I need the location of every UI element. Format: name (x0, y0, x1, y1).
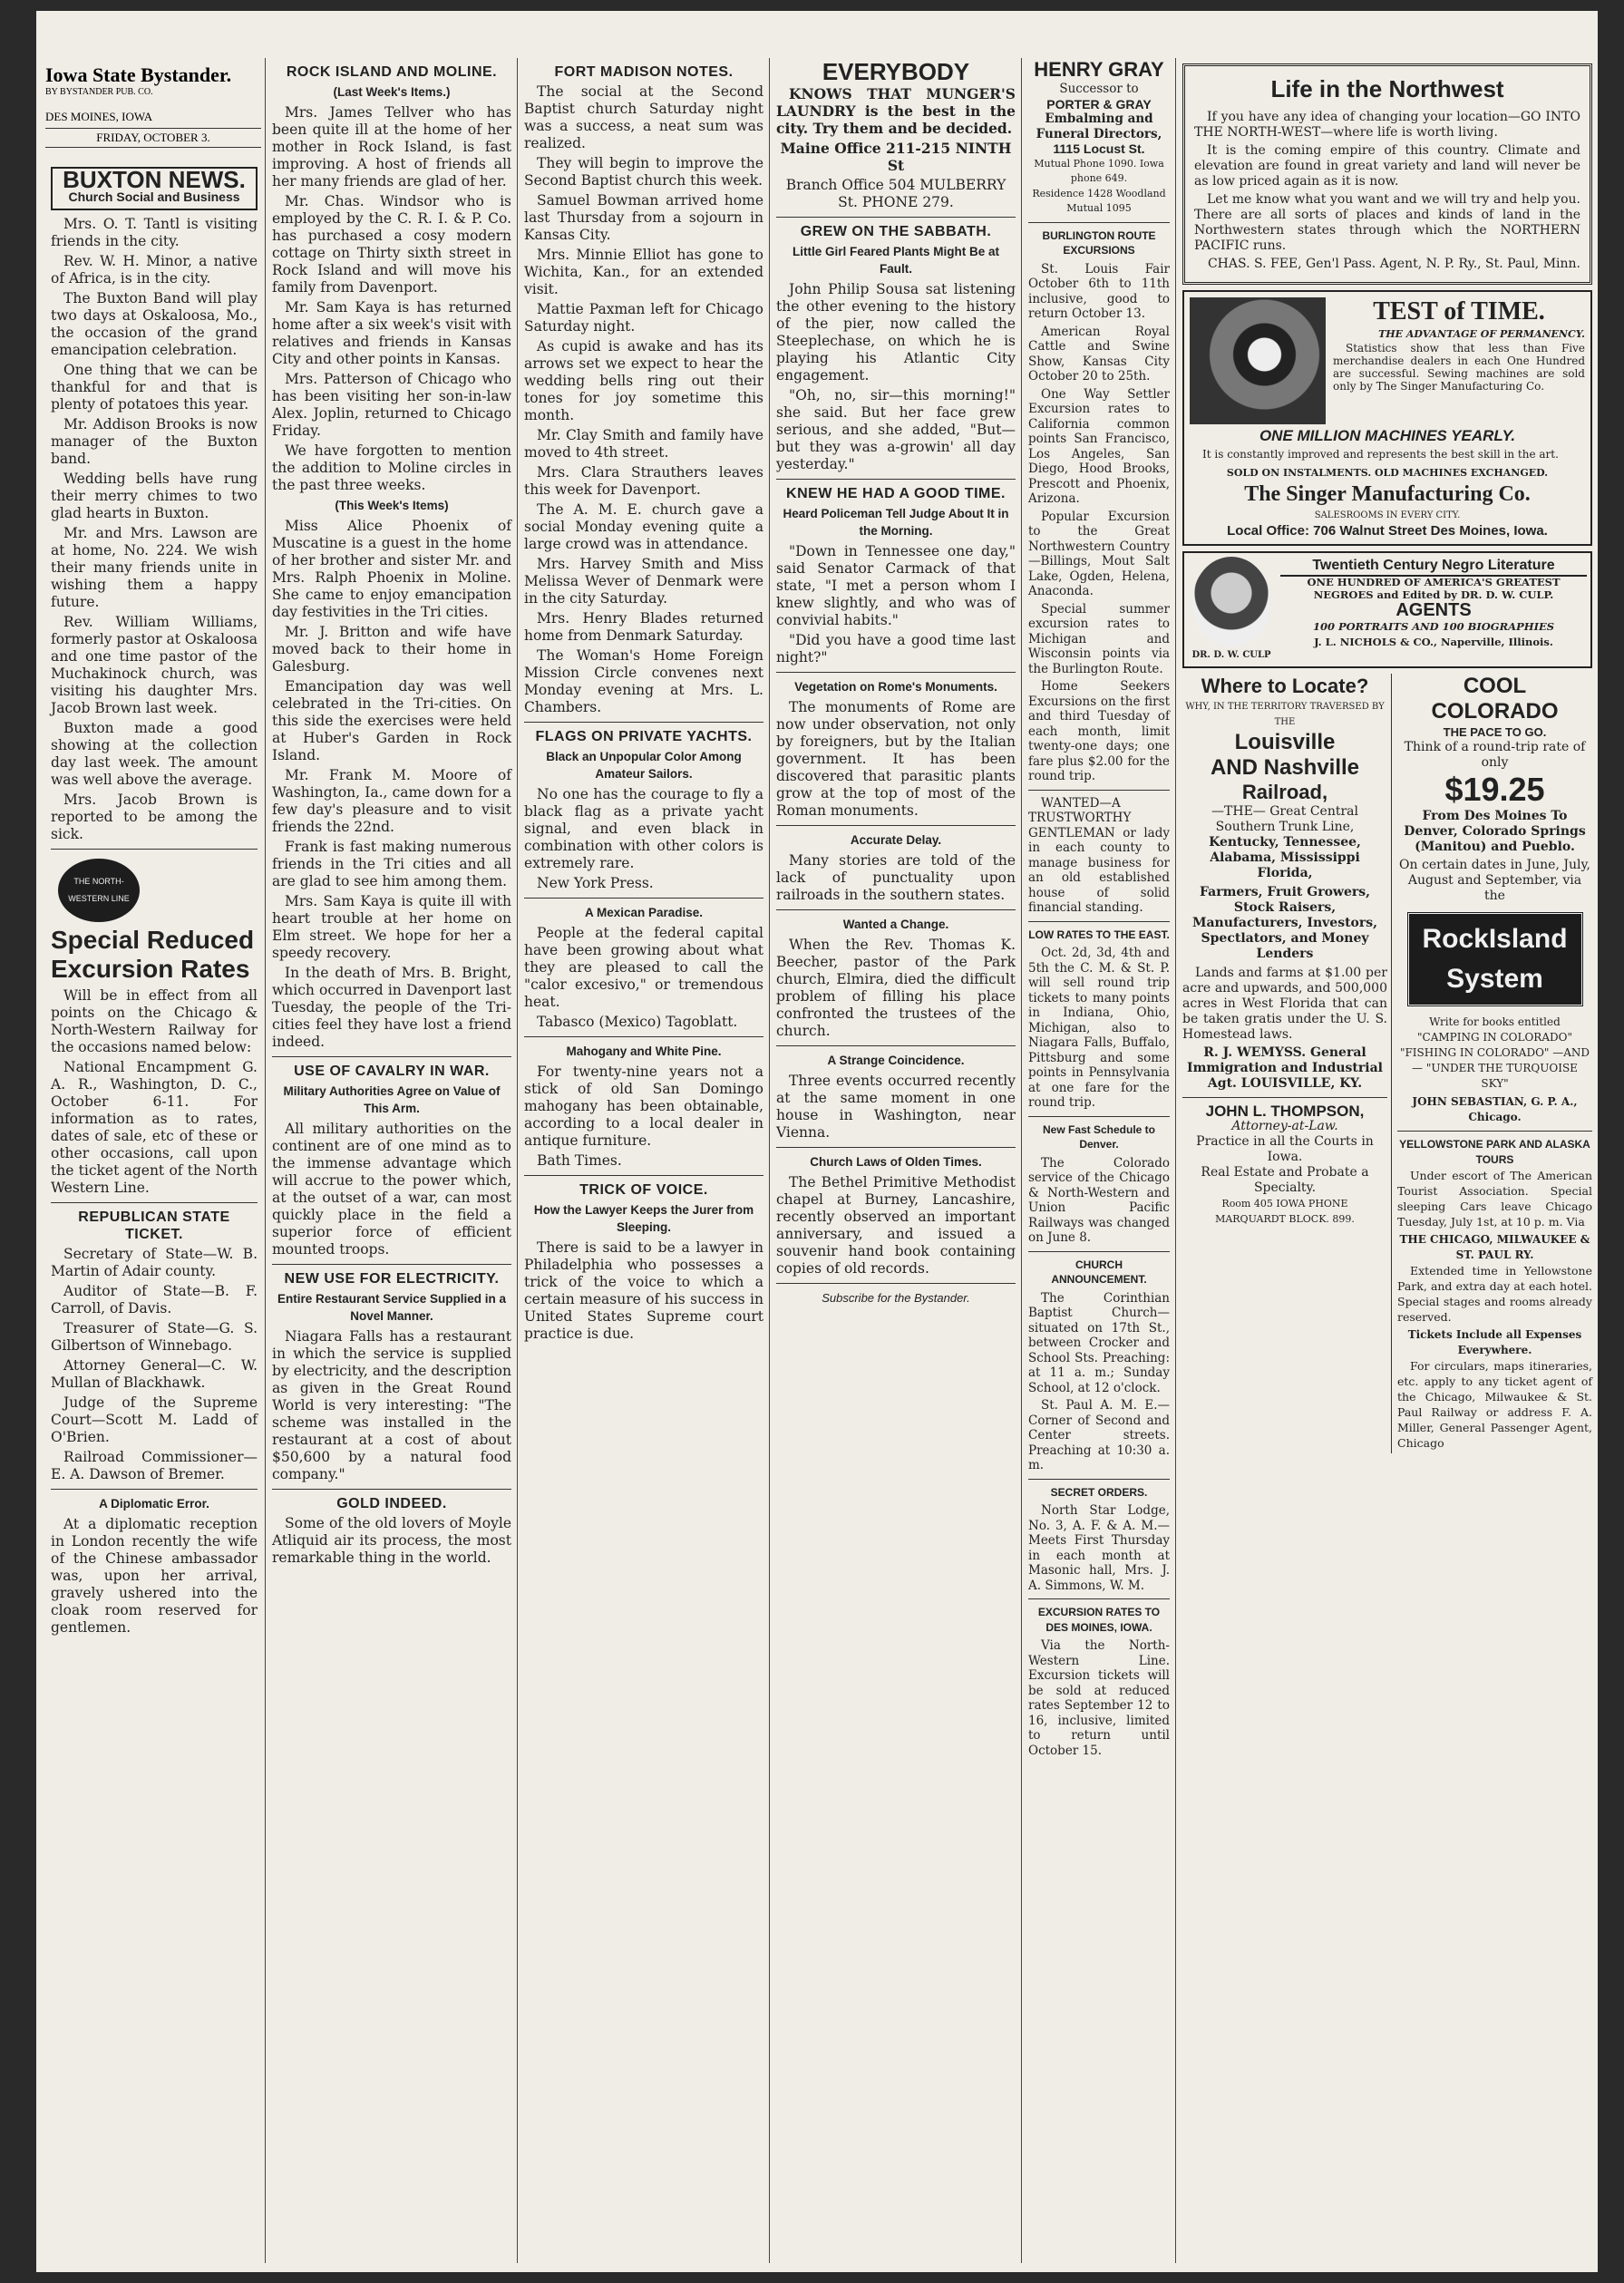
article-paragraph: Mr. Sam Kaya is has returned home after a six week's visit with relatives and friends in Kansas City and other points in Kansas. (272, 299, 511, 367)
article-paragraph: Attorney General—C. W. Mullan of Blackhawk. (51, 1357, 258, 1391)
denver-schedule-title: New Fast Schedule to Denver. (1042, 1122, 1156, 1151)
article-paragraph: Mrs. Harvey Smith and Miss Melissa Wever of Denmark were in the city Saturday. (524, 556, 763, 607)
singer-ad (1182, 290, 1592, 546)
article-paragraph: Mr. Frank M. Moore of Washington, Ia., came down for a few day's pleasure and to visit friends the 22nd. (272, 767, 511, 835)
fort-madison-title: FORT MADISON NOTES. (554, 64, 734, 80)
wanted-change-title: Wanted a Change. (842, 918, 949, 931)
church-laws-title: Church Laws of Olden Times. (810, 1155, 982, 1169)
ad-text: Maine Office 211-215 NINTH St (780, 140, 1012, 174)
article-paragraph: Three events occurred recently at the same moment in one house in Washington, near Vienna. (776, 1073, 1016, 1141)
article-paragraph: No one has the courage to fly a black flag as a private yacht signal, and even black in combination with other colors is extremely rare. (524, 786, 763, 871)
nashville-name: AND Nashville (1210, 755, 1360, 780)
rock-island-title: ROCK ISLAND AND MOLINE. (286, 64, 498, 80)
article-paragraph: The social at the Second Baptist church Saturday night was a success, a neat sum was realized. (524, 83, 763, 151)
article-paragraph: "Oh, no, sir—this morning!" she said. But her face grew serious, and she added, "But—but they was a-growin' all day yesterday." (776, 387, 1016, 472)
article-paragraph: The Bethel Primitive Methodist chapel at Burney, Lancashire, recently observed an important anniversary, and issued a souvenir hand book containing copies of old records. (776, 1174, 1016, 1277)
ad-text: 1115 Locust St. (1053, 141, 1145, 156)
buxton-news-title: BUXTON NEWS. (63, 166, 246, 193)
ad-text: For circulars, maps itineraries, etc. apply to any ticket agent of the Chicago, Milwaukee & St. Paul Railway or address F. A. Miller, General Passenger Agent, Chicago (1397, 1359, 1592, 1450)
excursion-des-moines-title: EXCURSION RATES TO DES MOINES, IOWA. (1037, 1606, 1161, 1634)
masthead-publisher: BY BYSTANDER PUB. CO. (45, 87, 153, 97)
column-3 (519, 58, 769, 2263)
article-paragraph: There is said to be a lawyer in Philadelphia who possesses a trick of the voice to which a certain measure of his success in United States Supreme court practice is due. (524, 1239, 763, 1342)
trick-of-voice-subtitle: How the Lawyer Keeps the Jurer from Sleeping. (533, 1203, 754, 1234)
trick-of-voice-title: TRICK OF VOICE. (579, 1182, 708, 1198)
rock-island-logo (1406, 911, 1584, 1007)
singer-company-name: The Singer Manufacturing Co. (1244, 482, 1531, 506)
article-paragraph: The Corinthian Baptist Church—situated on 17th St., between Crocker and School Sts. Preaching: at 11 a. m.; Sunday School, at 12 o'clock. (1028, 1290, 1170, 1395)
column-6 (1177, 58, 1598, 2263)
singer-local-office: Local Office: 706 Walnut Street Des Moines, Iowa. (1227, 523, 1548, 539)
colorado-price: $19.25 (1444, 771, 1545, 808)
article-paragraph: Mrs. Sam Kaya is quite ill with heart trouble at her home on Elm street. We hope for her a speedy recovery. (272, 893, 511, 961)
article-paragraph: The A. M. E. church gave a social Monday evening quite a large crowd was in attendance. (524, 501, 763, 552)
article-paragraph: Treasurer of State—G. S. Gilbertson of Winnebago. (51, 1320, 258, 1354)
article-paragraph: The Buxton Band will play two days at Oskaloosa, Mo., the occasion of the grand emancipation celebration. (51, 290, 258, 358)
article-paragraph: St. Louis Fair October 6th to 11th inclusive, good to return October 13. (1028, 261, 1170, 321)
ad-text: It is the coming empire of this country. Climate and elevation are found in great variety and land will never be as low priced again as it is now. (1194, 143, 1580, 189)
masthead-city: DES MOINES, IOWA (45, 110, 153, 123)
laundry-ad (776, 58, 1016, 211)
ad-text: R. J. WEMYSS. General Immigration and Industrial Agt. LOUISVILLE, KY. (1187, 1045, 1383, 1091)
secret-orders-title: SECRET ORDERS. (1050, 1485, 1148, 1499)
ad-text: J. L. NICHOLS & CO., Naperville, Illinois. (1314, 636, 1553, 648)
article-paragraph: Auditor of State—B. F. Carroll, of Davis. (51, 1283, 258, 1316)
article-paragraph: Secretary of State—W. B. Martin of Adair county. (51, 1246, 258, 1279)
column-rule (1021, 58, 1022, 2263)
grew-sabbath-subtitle: Little Girl Feared Plants Might Be at Fault. (792, 245, 1000, 276)
ad-text: ONE HUNDRED OF AMERICA'S GREATEST NEGROES and Edited by DR. D. W. CULP. (1307, 576, 1561, 601)
ad-text: —THE— Great Central Southern Trunk Line, (1211, 804, 1358, 834)
negro-literature-ad (1182, 551, 1592, 668)
article-paragraph: "Did you have a good time last night?" (776, 632, 1016, 665)
article-paragraph: American Royal Cattle and Swine Show, Kansas City October 20 to 25th. (1028, 324, 1170, 384)
northwest-ad-title: Life in the Northwest (1270, 75, 1504, 102)
low-rates-title: LOW RATES TO THE EAST. (1028, 928, 1170, 941)
ad-text: MARQUARDT BLOCK. 899. (1215, 1213, 1355, 1225)
ad-text: Successor to (1059, 82, 1139, 96)
article-paragraph: Buxton made a good showing at the collection day last week. The amount was well above the average. (51, 720, 258, 788)
ad-text: Branch Office 504 MULBERRY St. PHONE 279. (785, 177, 1006, 210)
strange-coincidence-title: A Strange Coincidence. (827, 1054, 965, 1067)
ad-text: Real Estate and Probate a Specialty. (1201, 1165, 1369, 1195)
article-paragraph: Railroad Commissioner—E. A. Dawson of Bremer. (51, 1449, 258, 1482)
article-paragraph: Mr. J. Britton and wife have moved back to their home in Galesburg. (272, 624, 511, 675)
article-paragraph: Mrs. Jacob Brown is reported to be among the sick. (51, 792, 258, 842)
laundry-ad-title: EVERYBODY (822, 58, 970, 85)
newspaper-page (36, 11, 1598, 2272)
flags-subtitle: Black an Unpopular Color Among Amateur Sailors. (546, 750, 742, 781)
article-paragraph: Via the North-Western Line. Excursion tickets will be sold at reduced rates September 12 to 16, inclusive, limited to return until October 15. (1028, 1638, 1170, 1758)
ad-text: Embalming and Funeral Directors, (1036, 112, 1162, 141)
article-paragraph: St. Paul A. M. E.—Corner of Second and Center streets. Preaching at 10:30 a. m. (1028, 1398, 1170, 1472)
ad-text: From Des Moines To Denver, Colorado Springs (Manitou) and Pueblo. (1404, 809, 1586, 854)
article-paragraph: Mrs. Clara Strauthers leaves this week for Davenport. (524, 464, 763, 498)
article-paragraph: As cupid is awake and has its arrows set we expect to hear the wedding bells ring out their tones for joy sometime this month. (524, 338, 763, 423)
article-paragraph: Mrs. Henry Blades returned home from Denmark Saturday. (524, 610, 763, 644)
north-western-logo (58, 859, 140, 922)
column-2 (267, 58, 517, 2263)
test-of-time-title: TEST of TIME. (1373, 297, 1545, 325)
louisville-name: Louisville (1234, 730, 1336, 754)
article-paragraph: Mr. and Mrs. Lawson are at home, No. 224. We wish their many friends unite in wishing them a happy future. (51, 525, 258, 610)
church-announcement-title: CHURCH ANNOUNCEMENT. (1051, 1258, 1147, 1286)
ad-text: SALESROOMS IN EVERY CITY. (1314, 510, 1461, 520)
ad-text: Residence 1428 Woodland Mutual 1095 (1032, 187, 1166, 214)
article-paragraph: For twenty-nine years not a stick of old San Domingo mahogany has been obtainable, according to a local dealer in antique furniture. (524, 1064, 763, 1149)
ad-text: Statistics show that less than Five merchandise dealers in each One Hundred are successful. Sewing machines are sold only by The Singer Manufacturing Co. (1333, 342, 1585, 393)
republican-ticket-title: REPUBLICAN STATE TICKET. (78, 1210, 230, 1242)
article-paragraph: Mr. Clay Smith and family have moved to 4th street. (524, 427, 763, 461)
article-paragraph: Popular Excursion to the Great Northwestern Country—Billings, Mout Salt Lake, Ogden, Helena, Anaconda. (1028, 509, 1170, 598)
gold-title: GOLD INDEED. (336, 1496, 447, 1511)
article-paragraph: WANTED—A TRUSTWORTHY GENTLEMAN or lady in each county to manage business for an old established house of solid financial standing. (1028, 795, 1170, 915)
article-paragraph: Mrs. Minnie Elliot has gone to Wichita, Kan., for an extended visit. (524, 247, 763, 297)
article-paragraph: In the death of Mrs. B. Bright, which occurred in Davenport last Tuesday, the people of the Tri-cities feel they have lost a friend indeed. (272, 965, 511, 1050)
ad-text: Under escort of The American Tourist Association. Special sleeping Cars leave Chicago Tuesday, July 1st, at 10 p. m. Via (1397, 1169, 1592, 1229)
article-paragraph: One Way Settler Excursion rates to California common points San Francisco, Los Angeles, San Diego, Hood Brooks, Prescott and Phoenix, Arizona. (1028, 386, 1170, 506)
article-paragraph: Tabasco (Mexico) Tagoblatt. (537, 1014, 738, 1030)
buxton-news-subtitle: Church Social and Business (68, 189, 240, 204)
ad-text: Lands and farms at $1.00 per acre and upwards, and 500,000 acres in West Florida that can be taken gratis under the U. S. Homestead laws. (1182, 966, 1387, 1042)
article-paragraph: At a diplomatic reception in London recently the wife of the Chinese ambassador was, upon her arrival, gravely ushered into the cloak room reserved for gentlemen. (51, 1516, 258, 1636)
rock-island-subtitle-2: (This Week's Items) (335, 499, 449, 512)
article-paragraph: Bath Times. (537, 1152, 622, 1169)
ad-text: If you have any idea of changing your location—GO INTO THE NORTH-WEST—where life is worth living. (1194, 110, 1580, 140)
article-paragraph: Oct. 2d, 3d, 4th and 5th the C. M. & St. P. will sell round trip tickets to many points in Indiana, Ohio, Michigan, also to Niagara Falls, Buffalo, Pittsburg and some points in Pennsylvania at one fare for the round trip. (1028, 946, 1170, 1110)
column-rule (1175, 58, 1176, 2263)
ad-text: Tickets Include all Expenses Everywhere. (1407, 1328, 1582, 1356)
ad-text: Write for books entitled "CAMPING IN COLORADO" "FISHING IN COLORADO" —AND— "UNDER THE TURQUOISE SKY" (1399, 1015, 1590, 1090)
article-paragraph: New York Press. (537, 875, 654, 891)
article-paragraph: The Woman's Home Foreign Mission Circle convenes next Monday evening at Mrs. L. Chambers. (524, 647, 763, 715)
cool-colorado-title: COOL COLORADO (1431, 674, 1559, 724)
article-paragraph: We have forgotten to mention the addition to Moline circles in the past three weeks. (272, 442, 511, 493)
accurate-delay-title: Accurate Delay. (850, 833, 942, 847)
article-paragraph: Rev. W. H. Minor, a native of Africa, is in the city. (51, 253, 258, 287)
ad-text: On certain dates in June, July, August and September, via the (1399, 858, 1590, 903)
diplomatic-error-title: A Diplomatic Error. (99, 1497, 209, 1511)
electricity-title: NEW USE FOR ELECTRICITY. (284, 1271, 500, 1287)
article-paragraph: One thing that we can be thankful for and that is plenty of potatoes this year. (51, 362, 258, 413)
ad-text: It is constantly improved and represents the best skill in the art. (1202, 448, 1559, 461)
excursion-rates-title: Special Reduced Excursion Rates (51, 926, 255, 983)
masthead-date: FRIDAY, OCTOBER 3. (45, 128, 261, 148)
ad-text: Room 405 IOWA PHONE (1221, 1198, 1348, 1210)
ad-text: WHY, IN THE TERRITORY TRAVERSED BY THE (1185, 702, 1385, 727)
article-paragraph: Home Seekers Excursions on the first and third Tuesday of each month, limit twenty-one days; one fare plus $2.00 for the round trip. (1028, 679, 1170, 783)
ad-text: 100 PORTRAITS AND 100 BIOGRAPHIES (1312, 619, 1555, 633)
ad-text: Kentucky, Tennessee, Alabama, Mississippi Florida, (1209, 835, 1361, 880)
ad-text: SOLD ON INSTALMENTS. OLD MACHINES EXCHANGED. (1226, 467, 1549, 479)
column-1 (45, 165, 263, 2263)
test-of-time-subtitle: THE ADVANTAGE OF PERMANENCY. (1378, 328, 1585, 340)
ad-text: Attorney-at-Law. (1231, 1119, 1338, 1133)
article-paragraph: Mr. Addison Brooks is now manager of the Buxton band. (51, 416, 258, 467)
henry-gray-title: HENRY GRAY (1034, 58, 1164, 81)
ad-text: THE CHICAGO, MILWAUKEE & ST. PAUL RY. (1399, 1233, 1590, 1261)
ad-text: Mutual Phone 1090. Iowa phone 649. (1034, 157, 1164, 184)
cavalry-subtitle: Military Authorities Agree on Value of This Arm. (283, 1084, 501, 1115)
article-paragraph: Frank is fast making numerous friends in the Tri cities and all are glad to see him among them. (272, 839, 511, 889)
ad-text: Extended time in Yellowstone Park, and extra day at each hotel. Special stages and rooms already reserved. (1397, 1264, 1592, 1324)
flags-title: FLAGS ON PRIVATE YACHTS. (535, 729, 753, 744)
agents-label: AGENTS (1395, 600, 1472, 620)
cavalry-title: USE OF CAVALRY IN WAR. (294, 1064, 490, 1079)
column-4 (771, 58, 1021, 2263)
article-paragraph: Will be in effect from all points on the Chicago & North-Western Railway for the occasions named below: (51, 987, 258, 1055)
where-to-locate-title: Where to Locate? (1201, 675, 1369, 697)
article-paragraph: North Star Lodge, No. 3, A. F. & A. M.—Meets First Thursday in each month at Masonic hall, Mrs. J. A. Simmons, W. M. (1028, 1503, 1170, 1593)
article-paragraph: Rev. William Williams, formerly pastor at Oskaloosa and one time pastor of the Muchakinock church, was visiting his daughter Mrs. Jacob Brown last week. (51, 614, 258, 716)
million-machines: ONE MILLION MACHINES YEARLY. (1259, 427, 1516, 444)
article-paragraph: Miss Alice Phoenix of Muscatine is a guest in the home of her brother and sister Mr. and Mrs. Ralph Phoenix in Moline. She came to enjoy emancipation day festivities in the Tri cities. (272, 518, 511, 620)
article-paragraph: Many stories are told of the lack of punctuality upon railroads in the southern states. (776, 852, 1016, 903)
northwest-ad (1182, 63, 1592, 285)
article-paragraph: Mrs. O. T. Tantl is visiting friends in the city. (51, 216, 258, 249)
article-paragraph: Mr. Chas. Windsor who is employed by the C. R. I. & P. Co. has purchased a cosy modern cottage on Thirty sixth street in Rock Island and will move his family from Davenport. (272, 193, 511, 296)
column-rule (517, 58, 518, 2263)
louisville-ad (1182, 674, 1392, 1453)
column-rule (265, 58, 266, 2263)
colorado-ad (1397, 674, 1592, 1453)
railroad-name: Railroad, (1241, 781, 1328, 803)
ad-text: Farmers, Fruit Growers, Stock Raisers, Manufacturers, Investors, Spectlators, and Money Lenders (1191, 885, 1378, 961)
grew-sabbath-title: GREW ON THE SABBATH. (800, 224, 992, 239)
mexican-paradise-title: A Mexican Paradise. (584, 906, 704, 919)
article-paragraph: When the Rev. Thomas K. Beecher, pastor of the Park church, Elmira, died the difficult problem of filling his place confronted the trustees of the church. (776, 937, 1016, 1039)
masthead (45, 63, 261, 148)
john-thompson-title: JOHN L. THOMPSON, (1205, 1103, 1365, 1120)
negro-literature-title: Twentieth Century Negro Literature (1280, 557, 1587, 577)
ad-text: JOHN SEBASTIAN, G. P. A., Chicago. (1412, 1095, 1578, 1123)
article-paragraph: Mrs. Patterson of Chicago who has been visiting her son-in-law Alex. Joplin, returned to Chicago Friday. (272, 371, 511, 439)
ad-text: Let me know what you want and we will try and help you. There are all sorts of places and kinds of land in the Northwestern states through which the NORTHERN PACIFIC runs. (1194, 192, 1580, 253)
article-paragraph: Niagara Falls has a restaurant in which the service is supplied by electricity, and the description as given in the Great Round World is very interesting: "The scheme was installed in the restaurant at a cost of about $50,600 by a natural food company." (272, 1328, 511, 1482)
rome-monuments-title: Vegetation on Rome's Monuments. (794, 680, 997, 694)
ad-text: CHAS. S. FEE, Gen'l Pass. Agent, N. P. Ry., St. Paul, Minn. (1207, 257, 1580, 271)
subscribe-footer: Subscribe for the Bystander. (822, 1291, 970, 1305)
article-paragraph: People at the federal capital have been growing about what they are pleased to call the "calor excesivo," or tremendous heat. (524, 925, 763, 1010)
article-paragraph: Mattie Paxman left for Chicago Saturday night. (524, 301, 763, 335)
masthead-title: Iowa State Bystander. (45, 63, 232, 86)
article-paragraph: All military authorities on the continent are of one mind as to the immense advantage which will accrue to the power which, at the outset of a war, can most quickly place in the field a superior force of efficient mounted troops. (272, 1121, 511, 1258)
article-paragraph: Special summer excursion rates to Michigan and Wisconsin points via the Burlington Route. (1028, 601, 1170, 676)
henry-gray-ad (1028, 58, 1170, 217)
cool-colorado-subtitle: THE PACE TO GO. (1443, 725, 1547, 739)
burlington-title: BURLINGTON ROUTE EXCURSIONS (1042, 228, 1156, 257)
north-western-logo-text: THE NORTH-WESTERN LINE (68, 877, 130, 903)
article-paragraph: Some of the old lovers of Moyle Atliquid air its process, the most remarkable thing in the world. (272, 1515, 511, 1566)
article-paragraph: National Encampment G. A. R., Washington, D. C., October 6-11. For information as to rates, dates of sale, etc of these or other occasions, call upon the ticket agent of the North Western Line. (51, 1059, 258, 1196)
rock-island-logo-text: RockIsland System (1422, 924, 1568, 994)
ad-text: Practice in all the Courts in Iowa. (1196, 1134, 1374, 1164)
column-5 (1023, 58, 1175, 2263)
article-paragraph: Samuel Bowman arrived home last Thursday from a sojourn in Kansas City. (524, 192, 763, 243)
singer-globe-illustration (1190, 297, 1326, 424)
ad-text: KNOWS THAT MUNGER'S LAUNDRY is the best in the city. Try them and be decided. (776, 85, 1016, 137)
article-paragraph: "Down in Tennessee one day," said Senator Carmack of that state, "I met a person whom I knew slightly, and who was of convivial habits." (776, 543, 1016, 628)
portrait-caption: DR. D. W. CULP (1191, 650, 1271, 660)
article-paragraph: Judge of the Supreme Court—Scott M. Ladd of O'Brien. (51, 1394, 258, 1445)
good-time-subtitle: Heard Policeman Tell Judge About It in the Morning. (783, 507, 1009, 538)
electricity-subtitle: Entire Restaurant Service Supplied in a Novel Manner. (277, 1292, 507, 1323)
good-time-title: KNEW HE HAD A GOOD TIME. (786, 486, 1006, 501)
article-paragraph: Mrs. James Tellver who has been quite ill at the home of her mother in Rock Island, is fast improving. A host of friends all her many friends are glad of her. (272, 104, 511, 189)
ad-text: PORTER & GRAY (1046, 96, 1152, 112)
mahogany-title: Mahogany and White Pine. (566, 1044, 722, 1058)
yellowstone-title: YELLOWSTONE PARK AND ALASKA TOURS (1399, 1138, 1590, 1166)
article-paragraph: The Colorado service of the Chicago & North-Western and Union Pacific Railways was changed on June 8. (1028, 1155, 1170, 1245)
column-rule (769, 58, 770, 2263)
rock-island-subtitle: (Last Week's Items.) (333, 85, 451, 99)
article-paragraph: The monuments of Rome are now under observation, not only by foreigners, but by the Italian government. It has been discovered that parasitic plants grow at the top of most of the Roman monuments. (776, 699, 1016, 819)
portrait-illustration (1192, 557, 1270, 647)
article-paragraph: John Philip Sousa sat listening the other evening to the history of the pier, now called the Steeplechase, on which he is playing his Atlantic City engagement. (776, 281, 1016, 384)
article-paragraph: Wedding bells have rung their merry chimes to two glad hearts in Buxton. (51, 471, 258, 521)
article-paragraph: Emancipation day was well celebrated in the Tri-cities. On this side the exercises were held at Huber's Garden in Rock Island. (272, 678, 511, 763)
article-paragraph: They will begin to improve the Second Baptist church this week. (524, 155, 763, 189)
ad-text: Think of a round-trip rate of only (1404, 740, 1586, 770)
